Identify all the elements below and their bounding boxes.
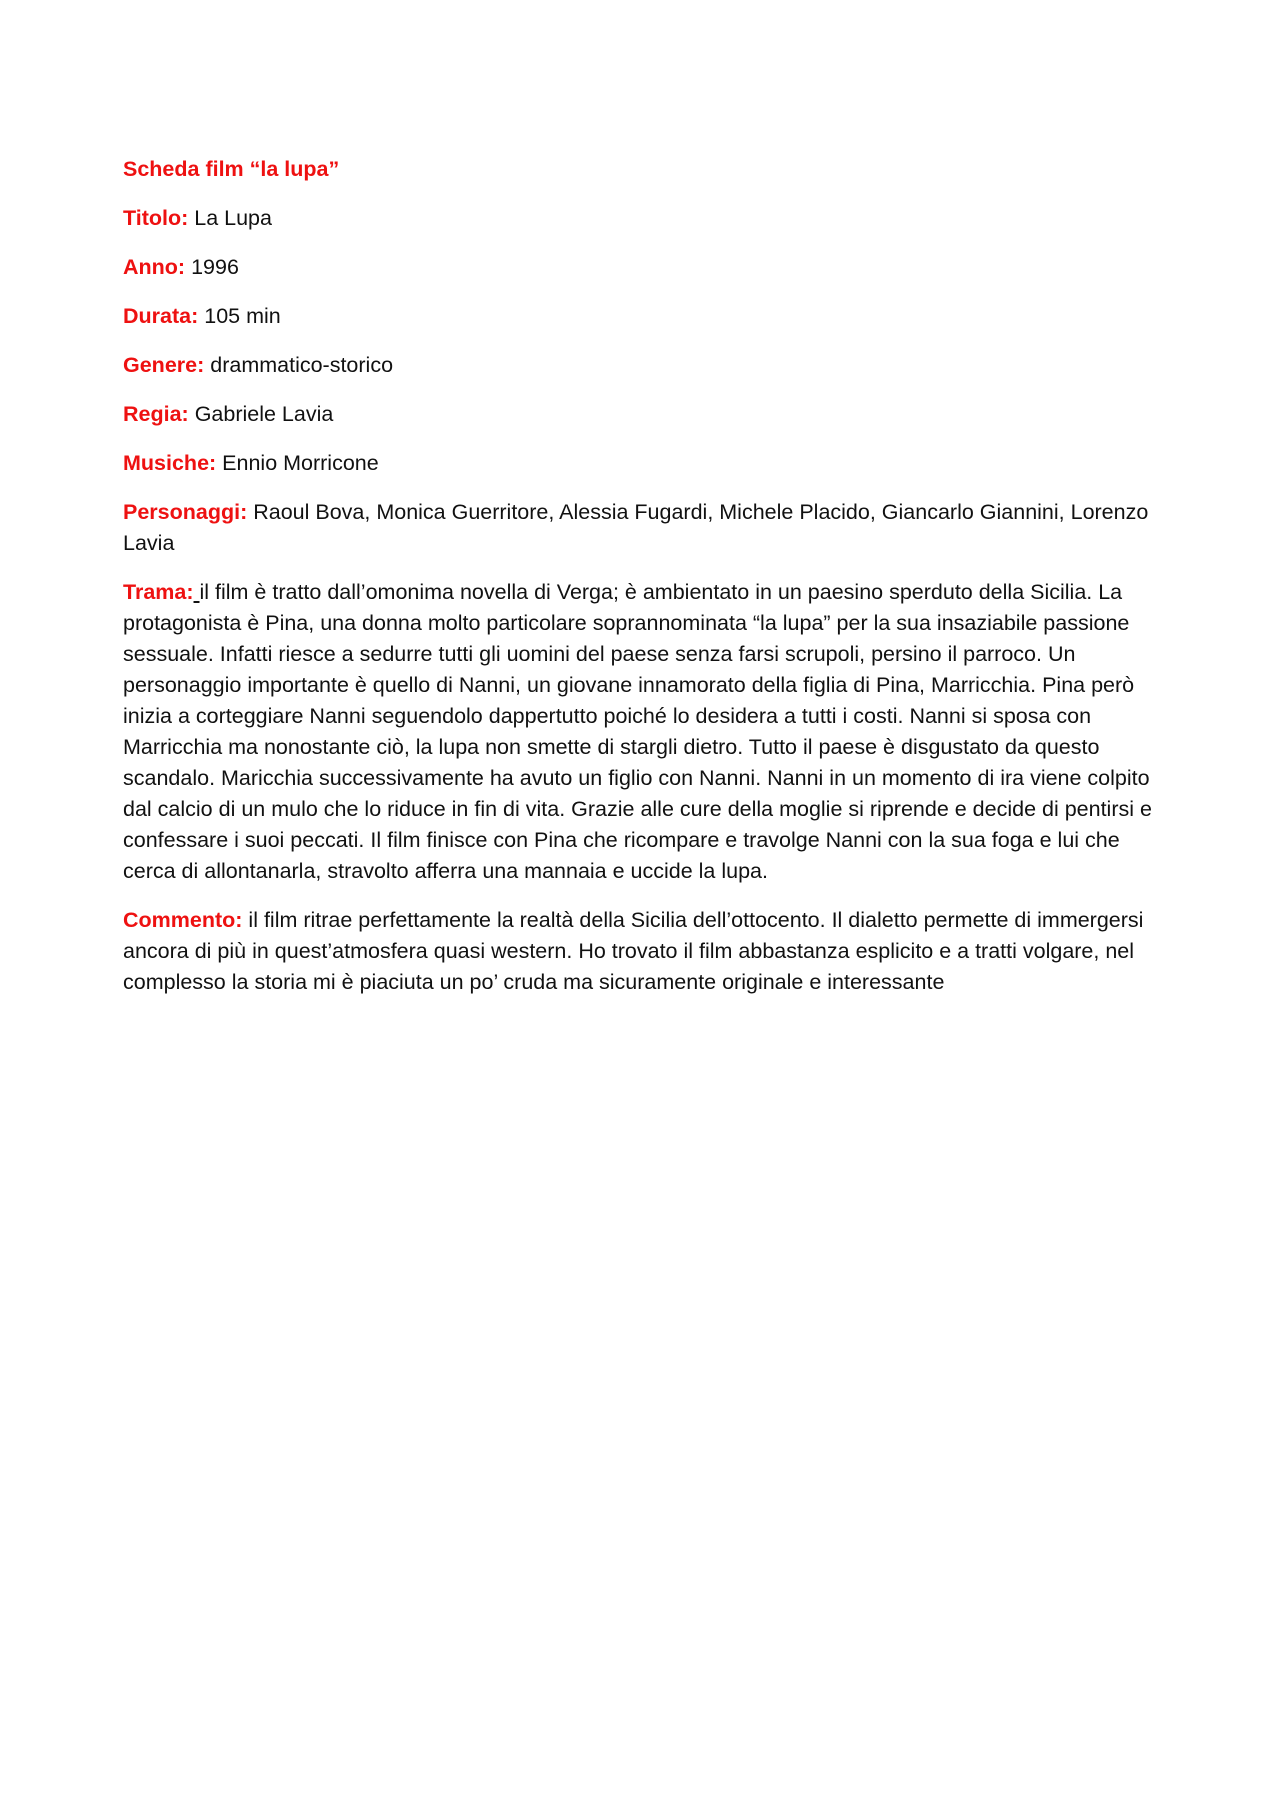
field-label: Genere: (123, 353, 205, 377)
field-personaggi (123, 497, 1163, 559)
commento-label: Commento: (123, 908, 243, 932)
field-genere (123, 350, 1163, 381)
field-label: Durata: (123, 304, 199, 328)
field-durata (123, 301, 1163, 332)
commento-text: il film ritrae perfettamente la realtà della Sicilia dell’ottocento. Il dialetto permette di immergersi ancora di più in quest’atmosfera quasi western. Ho trovato il film abbastanza esplicito e a tratti volgare, nel complesso la storia mi è piaciuta un po’ cruda ma sicuramente originale e interessante (123, 908, 1144, 994)
field-label: Musiche: (123, 451, 217, 475)
trama-label: Trama: (123, 580, 194, 604)
field-label: Anno: (123, 255, 186, 279)
commento-paragraph (123, 905, 1163, 998)
field-value: Raoul Bova, Monica Guerritore, Alessia Fugardi, Michele Placido, Giancarlo Giannini, Lorenzo Lavia (123, 500, 1149, 555)
field-anno (123, 252, 1163, 283)
field-value: La Lupa (188, 206, 272, 230)
field-label: Titolo: (123, 206, 189, 230)
field-regia (123, 399, 1163, 430)
field-musiche (123, 448, 1163, 479)
field-value: Ennio Morricone (216, 451, 379, 475)
field-value: Gabriele Lavia (188, 402, 334, 426)
field-value: 1996 (185, 255, 239, 279)
field-value: drammatico-storico (204, 353, 394, 377)
field-label: Regia: (123, 402, 189, 426)
field-label: Personaggi: (123, 500, 248, 524)
field-value: 105 min (198, 304, 281, 328)
trama-text: il film è tratto dall’omonima novella di Verga; è ambientato in un paesino sperduto della Sicilia. La protagonista è Pina, una donna molto particolare soprannominata “la lupa” per la sua insaziabile passione sessuale. Infatti riesce a sedurre tutti gli uomini del paese senza farsi scrupoli, persino il parroco. Un personaggio importante è quello di Nanni, un giovane innamorato della figlia di Pina, Marricchia. Pina però inizia a corteggiare Nanni seguendolo dappertutto poiché lo desidera a tutti i costi. Nanni si sposa con Marricchia ma nonostante ciò, la lupa non smette di stargli dietro. Tutto il paese è disgustato da questo scandalo. Maricchia successivamente ha avuto un figlio con Nanni. Nanni in un momento di ira viene colpito dal calcio di un mulo che lo riduce in fin di vita. Grazie alle cure della moglie si riprende e decide di pentirsi e confessare i suoi peccati. Il film finisce con Pina che ricompare e travolge Nanni con la sua foga e lui che cerca di allontanarla, stravolto afferra una mannaia e uccide la lupa. (123, 580, 1152, 883)
trama-paragraph (123, 577, 1163, 887)
document-title: Scheda film “la lupa” (123, 157, 340, 181)
field-titolo (123, 203, 1163, 234)
document-body (123, 154, 1163, 1016)
